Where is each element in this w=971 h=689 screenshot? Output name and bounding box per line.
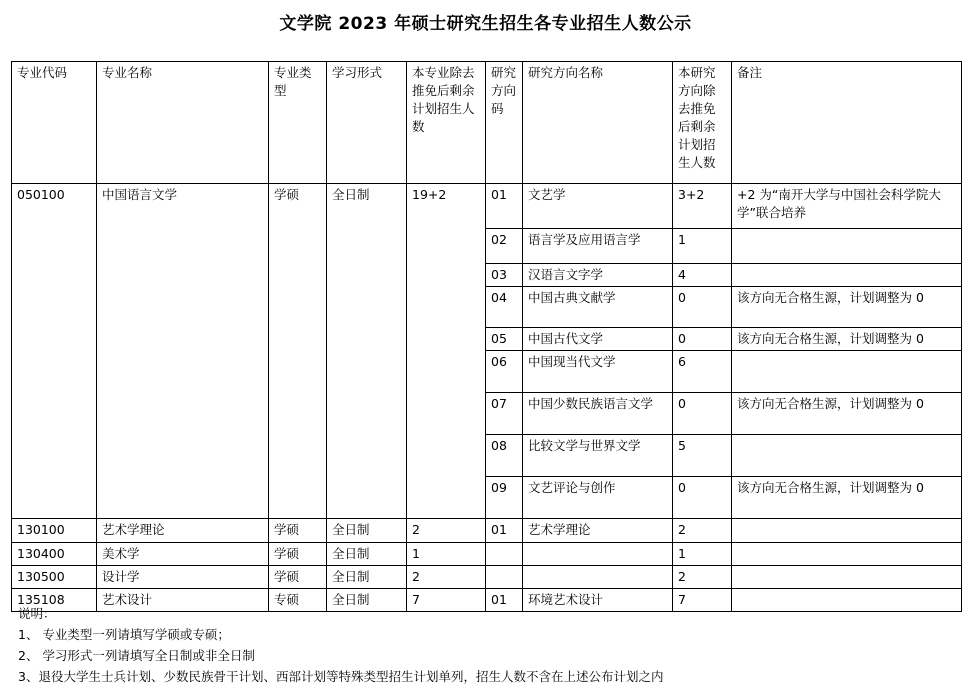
- direction-plan-cell: 2: [673, 566, 732, 589]
- direction-name-cell: 中国少数民族语言文学: [523, 393, 673, 435]
- direction-name-cell: 文艺学: [523, 184, 673, 229]
- major-type-cell: 学硕: [269, 519, 327, 543]
- major-type-cell: 学硕: [269, 184, 327, 519]
- remark-cell: [732, 264, 962, 287]
- table-body: [12, 184, 962, 612]
- header-remarks: 备注: [732, 62, 962, 184]
- remark-cell: 该方向无合格生源，计划调整为 0: [732, 477, 962, 519]
- header-study-mode: 学习形式: [327, 62, 407, 184]
- remark-cell: +2 为“南开大学与中国社会科学院大学”联合培养: [732, 184, 962, 229]
- direction-name-cell: 语言学及应用语言学: [523, 229, 673, 264]
- direction-name-cell: 文艺评论与创作: [523, 477, 673, 519]
- direction-name-cell: 中国古典文献学: [523, 287, 673, 328]
- major-name-cell: 艺术学理论: [97, 519, 269, 543]
- direction-plan-cell: 3+2: [673, 184, 732, 229]
- direction-plan-cell: 4: [673, 264, 732, 287]
- direction-code-cell: 09: [486, 477, 523, 519]
- major-code-cell: 050100: [12, 184, 97, 519]
- direction-plan-cell: 0: [673, 393, 732, 435]
- direction-name-cell: 中国古代文学: [523, 328, 673, 351]
- remark-cell: 该方向无合格生源，计划调整为 0: [732, 393, 962, 435]
- direction-code-cell: 05: [486, 328, 523, 351]
- direction-plan-cell: 5: [673, 435, 732, 477]
- direction-code-cell: 04: [486, 287, 523, 328]
- direction-name-cell: 中国现当代文学: [523, 351, 673, 393]
- direction-plan-cell: 0: [673, 328, 732, 351]
- note-item-2: 2、 学习形式一列请填写全日制或非全日制: [18, 648, 255, 663]
- direction-plan-cell: 1: [673, 229, 732, 264]
- remark-cell: [732, 229, 962, 264]
- direction-code-cell: 07: [486, 393, 523, 435]
- direction-plan-cell: 1: [673, 543, 732, 566]
- direction-name-cell: 比较文学与世界文学: [523, 435, 673, 477]
- study-mode-cell: 全日制: [327, 519, 407, 543]
- direction-code-cell: 03: [486, 264, 523, 287]
- direction-code-cell: 06: [486, 351, 523, 393]
- direction-name-cell: [523, 566, 673, 589]
- header-direction-plan: 本研究方向除去推免后剩余计划招生人数: [673, 62, 732, 184]
- remark-cell: [732, 566, 962, 589]
- direction-code-cell: 08: [486, 435, 523, 477]
- remaining-plan-cell: 7: [407, 589, 486, 612]
- remark-cell: [732, 543, 962, 566]
- direction-plan-cell: 7: [673, 589, 732, 612]
- header-major-code: 专业代码: [12, 62, 97, 184]
- major-type-cell: 专硕: [269, 589, 327, 612]
- remark-cell: [732, 435, 962, 477]
- study-mode-cell: 全日制: [327, 543, 407, 566]
- major-name-cell: 艺术设计: [97, 589, 269, 612]
- direction-plan-cell: 2: [673, 519, 732, 543]
- study-mode-cell: 全日制: [327, 184, 407, 519]
- direction-code-cell: 01: [486, 184, 523, 229]
- major-name-cell: 中国语言文学: [97, 184, 269, 519]
- major-name-cell: 设计学: [97, 566, 269, 589]
- direction-code-cell: [486, 543, 523, 566]
- major-code-cell: 130500: [12, 566, 97, 589]
- major-name-cell: 美术学: [97, 543, 269, 566]
- major-code-cell: 130100: [12, 519, 97, 543]
- remaining-plan-cell: 2: [407, 566, 486, 589]
- major-type-cell: 学硕: [269, 543, 327, 566]
- table-row: [12, 543, 962, 566]
- direction-code-cell: [486, 566, 523, 589]
- direction-name-cell: 艺术学理论: [523, 519, 673, 543]
- remark-cell: [732, 351, 962, 393]
- direction-plan-cell: 0: [673, 477, 732, 519]
- table-row: [12, 519, 962, 543]
- study-mode-cell: 全日制: [327, 589, 407, 612]
- note-item-1: 1、 专业类型一列请填写学硕或专硕；: [18, 627, 230, 642]
- direction-name-cell: 汉语言文字学: [523, 264, 673, 287]
- remark-cell: [732, 519, 962, 543]
- study-mode-cell: 全日制: [327, 566, 407, 589]
- major-code-cell: 130400: [12, 543, 97, 566]
- notes-heading: 说明：: [18, 606, 56, 621]
- header-direction-code: 研究方向码: [486, 62, 523, 184]
- header-major-name: 专业名称: [97, 62, 269, 184]
- remark-cell: 该方向无合格生源，计划调整为 0: [732, 328, 962, 351]
- header-direction-name: 研究方向名称: [523, 62, 673, 184]
- major-type-cell: 学硕: [269, 566, 327, 589]
- direction-code-cell: 02: [486, 229, 523, 264]
- enrollment-table: [11, 61, 962, 612]
- direction-code-cell: 01: [486, 589, 523, 612]
- remaining-plan-cell: 2: [407, 519, 486, 543]
- remaining-plan-cell: 19+2: [407, 184, 486, 519]
- header-remaining-plan: 本专业除去推免后剩余计划招生人数: [407, 62, 486, 184]
- remaining-plan-cell: 1: [407, 543, 486, 566]
- direction-plan-cell: 0: [673, 287, 732, 328]
- table-header-row: [12, 62, 962, 184]
- major-code-cell: 135108: [12, 589, 97, 612]
- direction-name-cell: [523, 543, 673, 566]
- direction-code-cell: 01: [486, 519, 523, 543]
- direction-name-cell: 环境艺术设计: [523, 589, 673, 612]
- notes: [18, 603, 663, 687]
- header-major-type: 专业类型: [269, 62, 327, 184]
- page-title: 文学院 2023 年硕士研究生招生各专业招生人数公示: [279, 14, 692, 34]
- table-row: [12, 566, 962, 589]
- remark-cell: 该方向无合格生源，计划调整为 0: [732, 287, 962, 328]
- table-row: [12, 184, 962, 229]
- remark-cell: [732, 589, 962, 612]
- note-item-3: 3、退役大学生士兵计划、少数民族骨干计划、西部计划等特殊类型招生计划单列，招生人数不含在上述公布计划之内: [18, 669, 664, 684]
- direction-plan-cell: 6: [673, 351, 732, 393]
